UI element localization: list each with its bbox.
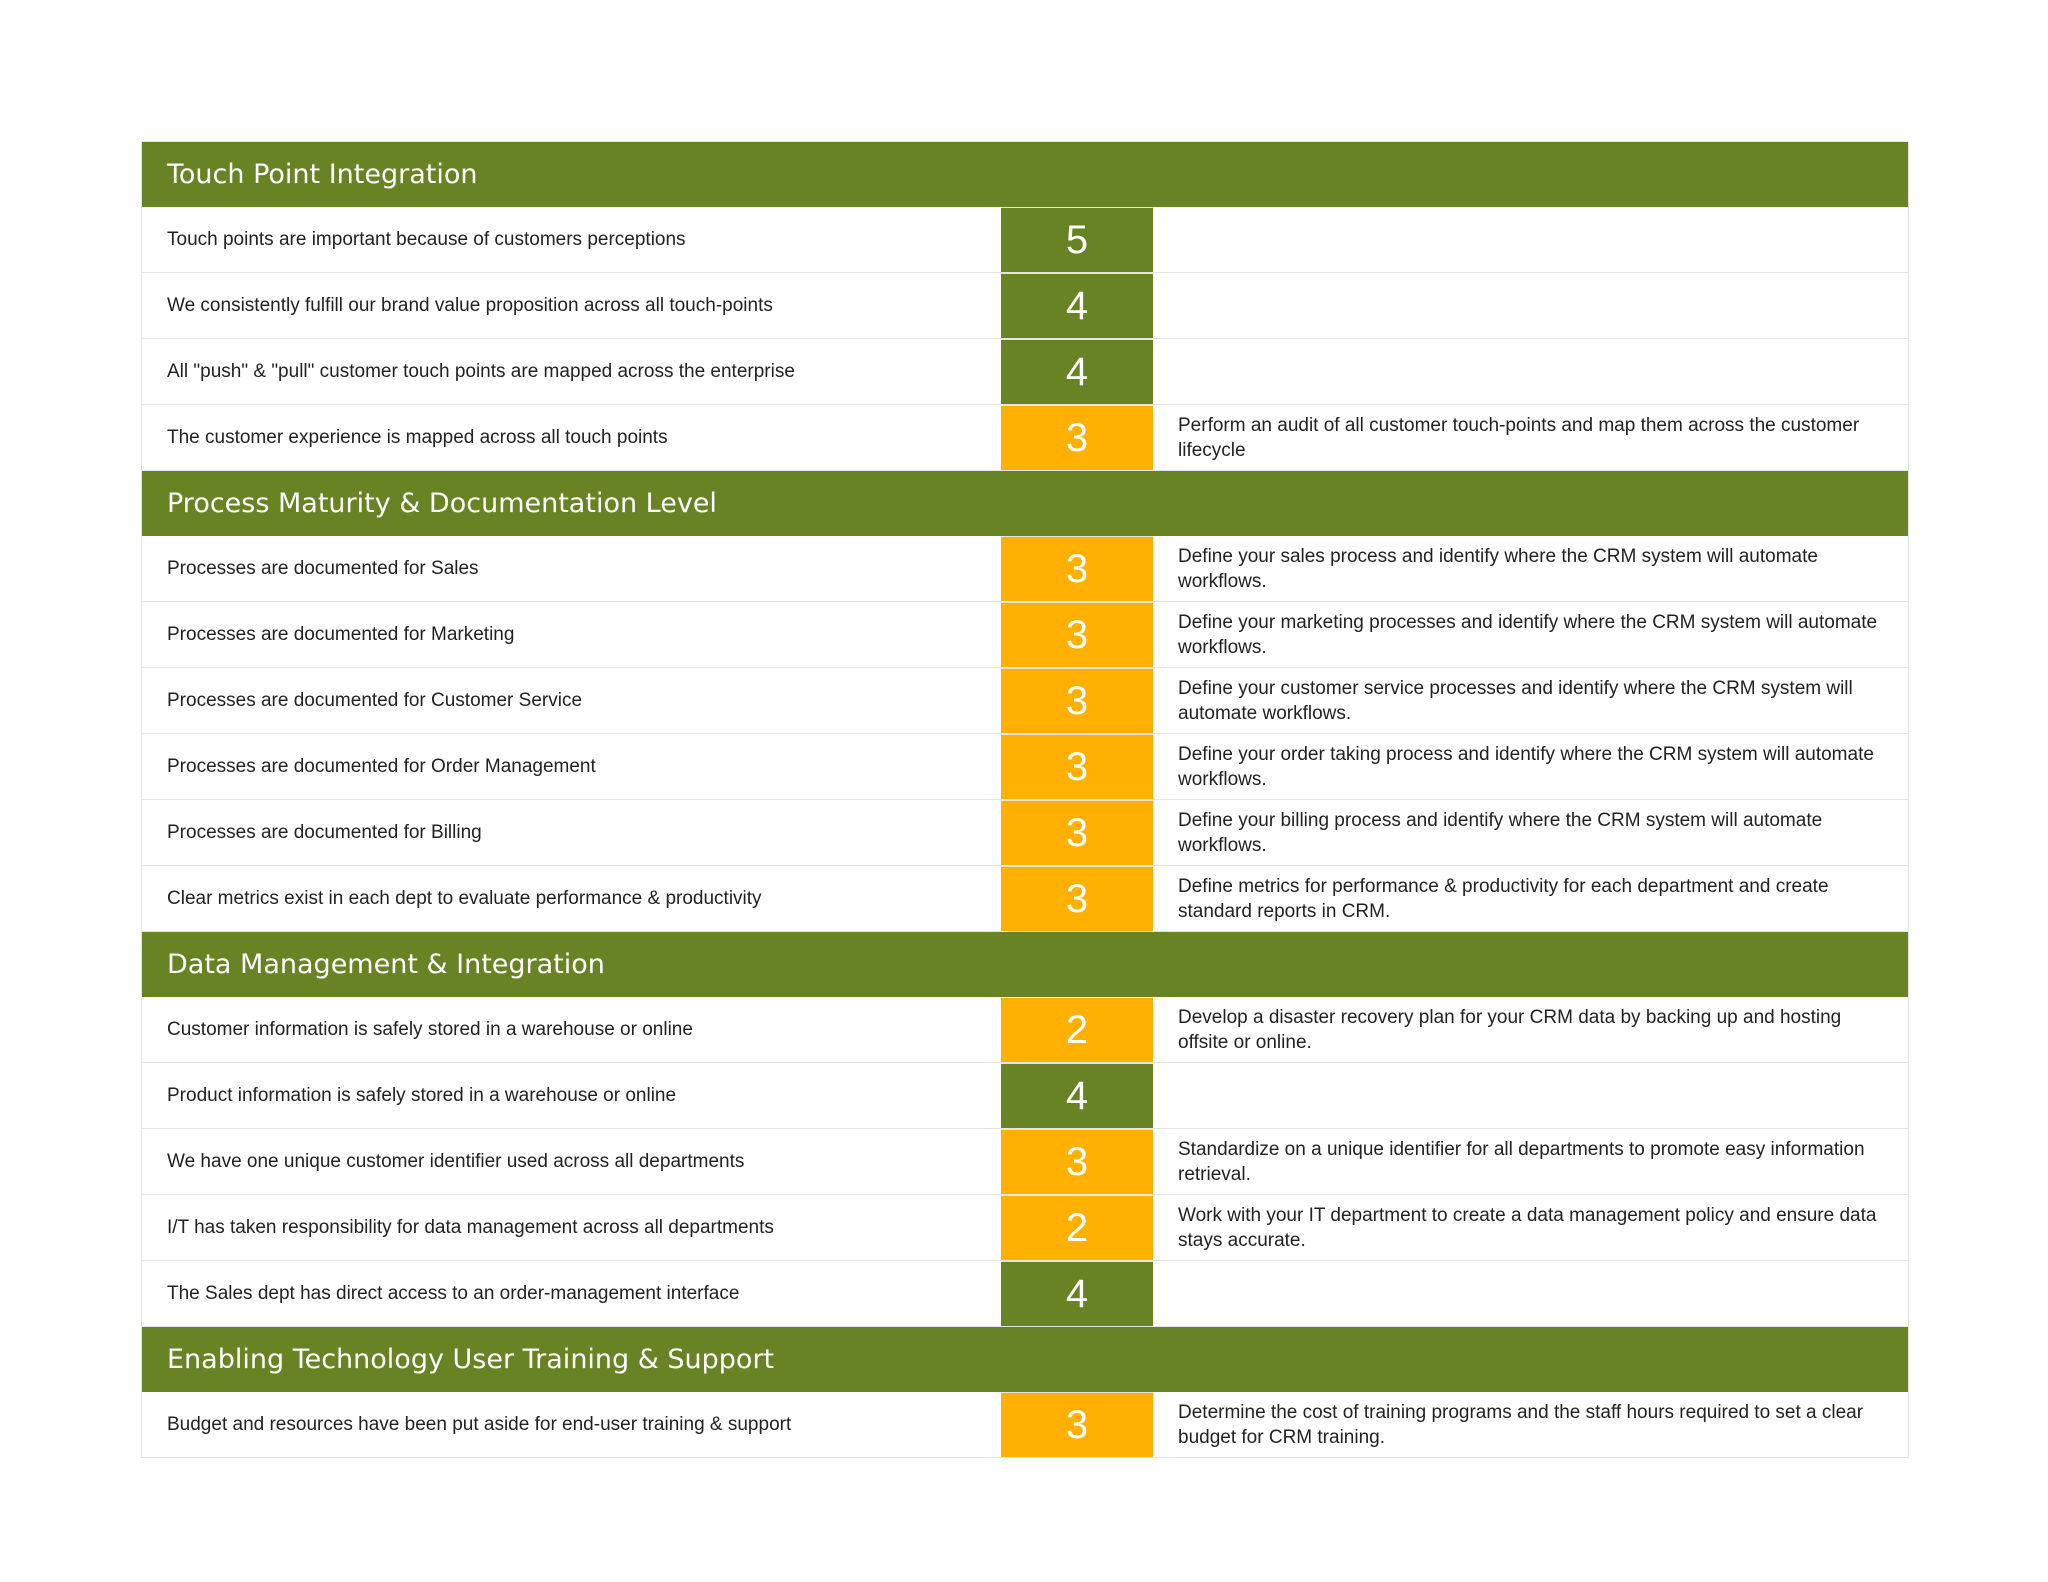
recommendation-cell: Define metrics for performance & productivity for each department and create standard reports in CRM. [1178, 875, 1829, 922]
recommendation-cell: Standardize on a unique identifier for all departments to promote easy information retrieval. [1178, 1138, 1865, 1185]
recommendation-cell: Define your customer service processes and identify where the CRM system will automate workflows. [1178, 677, 1853, 724]
table-row [142, 602, 1908, 668]
statement-cell: Touch points are important because of customers perceptions [167, 228, 686, 250]
statement-cell: I/T has taken responsibility for data management across all departments [167, 1216, 774, 1238]
assessment-table [141, 141, 1909, 1458]
table-row [142, 1261, 1908, 1327]
score-cell: 3 [1001, 536, 1153, 601]
score-cell: 3 [1001, 405, 1153, 470]
recommendation-cell [1153, 273, 1908, 338]
statement-cell: We consistently fulfill our brand value proposition across all touch-points [167, 294, 773, 316]
table-row [142, 1063, 1908, 1129]
statement-cell: Processes are documented for Order Management [167, 755, 596, 777]
statement-cell: Processes are documented for Sales [167, 557, 479, 579]
score-cell: 4 [1001, 1063, 1153, 1128]
table-row [142, 1129, 1908, 1195]
table-row [142, 1392, 1908, 1458]
table-row [142, 1195, 1908, 1261]
score-cell: 3 [1001, 800, 1153, 865]
recommendation-cell [1153, 1261, 1908, 1326]
table-row [142, 997, 1908, 1063]
recommendation-cell: Work with your IT department to create a data management policy and ensure data stays accurate. [1178, 1204, 1877, 1251]
recommendation-cell [1153, 339, 1908, 404]
table-row [142, 207, 1908, 273]
statement-cell: Processes are documented for Billing [167, 821, 482, 843]
statement-cell: Clear metrics exist in each dept to evaluate performance & productivity [167, 887, 762, 909]
table-row [142, 536, 1908, 602]
score-cell: 4 [1001, 273, 1153, 338]
statement-cell: Customer information is safely stored in a warehouse or online [167, 1018, 693, 1040]
recommendation-cell: Perform an audit of all customer touch-points and map them across the customer lifecycle [1178, 414, 1860, 461]
score-cell: 3 [1001, 602, 1153, 667]
recommendation-cell [1153, 207, 1908, 272]
statement-cell: Processes are documented for Marketing [167, 623, 515, 645]
table-row [142, 668, 1908, 734]
table-row [142, 405, 1908, 471]
statement-cell: All "push" & "pull" customer touch points are mapped across the enterprise [167, 360, 795, 382]
table-row [142, 273, 1908, 339]
recommendation-cell: Define your order taking process and identify where the CRM system will automate workflows. [1178, 743, 1874, 790]
section-header: Process Maturity & Documentation Level [142, 471, 1908, 536]
recommendation-cell: Develop a disaster recovery plan for your CRM data by backing up and hosting offsite or online. [1178, 1006, 1842, 1053]
table-row [142, 800, 1908, 866]
recommendation-cell: Define your billing process and identify where the CRM system will automate workflows. [1178, 809, 1823, 856]
section-header: Data Management & Integration [142, 932, 1908, 997]
score-cell: 5 [1001, 207, 1153, 272]
statement-cell: Processes are documented for Customer Service [167, 689, 583, 711]
score-cell: 3 [1001, 668, 1153, 733]
table-row [142, 339, 1908, 405]
section-header: Enabling Technology User Training & Support [142, 1327, 1908, 1392]
statement-cell: Product information is safely stored in a warehouse or online [167, 1084, 677, 1106]
recommendation-cell [1153, 1063, 1908, 1128]
score-cell: 3 [1001, 1392, 1153, 1457]
statement-cell: Budget and resources have been put aside for end-user training & support [167, 1413, 792, 1435]
score-cell: 3 [1001, 1129, 1153, 1194]
score-cell: 4 [1001, 1261, 1153, 1326]
section-header: Touch Point Integration [142, 142, 1908, 207]
table-row [142, 866, 1908, 932]
table-row [142, 734, 1908, 800]
score-cell: 3 [1001, 866, 1153, 931]
score-cell: 4 [1001, 339, 1153, 404]
recommendation-cell: Determine the cost of training programs and the staff hours required to set a clear budget for CRM training. [1178, 1401, 1864, 1448]
score-cell: 3 [1001, 734, 1153, 799]
statement-cell: We have one unique customer identifier used across all departments [167, 1150, 745, 1172]
statement-cell: The Sales dept has direct access to an order-management interface [167, 1282, 740, 1304]
recommendation-cell: Define your sales process and identify where the CRM system will automate workflows. [1178, 545, 1818, 592]
recommendation-cell: Define your marketing processes and identify where the CRM system will automate workflows. [1178, 611, 1878, 658]
statement-cell: The customer experience is mapped across all touch points [167, 426, 668, 448]
score-cell: 2 [1001, 997, 1153, 1062]
score-cell: 2 [1001, 1195, 1153, 1260]
